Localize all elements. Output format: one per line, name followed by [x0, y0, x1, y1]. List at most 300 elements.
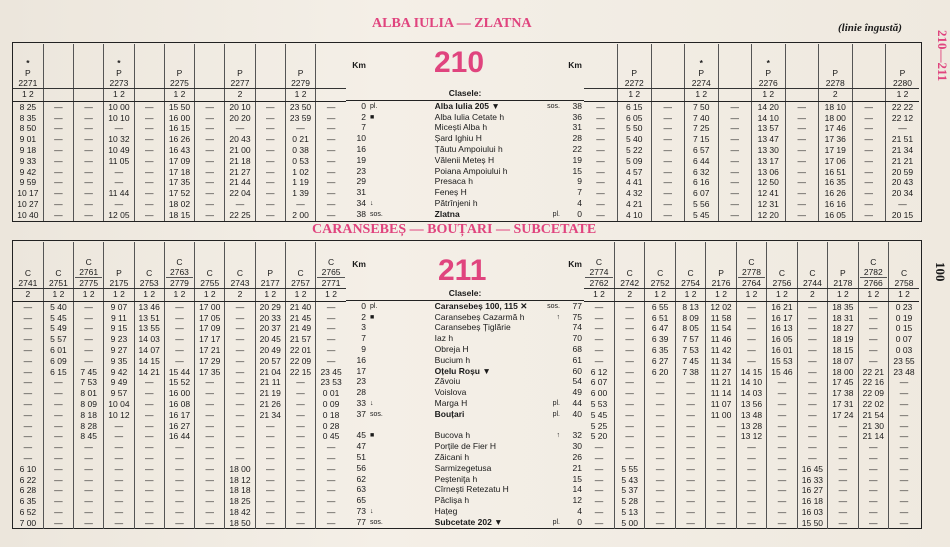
time-cell: —	[134, 496, 164, 507]
time-cell: 17 35	[195, 367, 225, 378]
line-note: (linie îngustă)	[838, 22, 902, 34]
time-cell: 8 13	[675, 302, 705, 313]
station-name: Feneș H	[434, 187, 467, 198]
time-cell: 11 42	[706, 345, 736, 356]
time-cell: —	[316, 302, 346, 313]
time-cell: —	[195, 486, 225, 497]
time-cell: —	[706, 518, 736, 529]
km-cell: 4	[577, 505, 582, 516]
time-cell: 23 45	[316, 367, 346, 378]
station-name: Cîrneşti Retezatu H	[434, 484, 509, 495]
km-cell: 7	[361, 333, 366, 344]
time-cell: 21 21	[886, 156, 920, 167]
time-cell: —	[858, 486, 888, 497]
time-cell: —	[614, 313, 644, 324]
time-cell: —	[74, 442, 104, 453]
time-cell: 20 20	[225, 113, 255, 124]
train-type: P	[840, 268, 846, 278]
time-cell: 23 55	[889, 356, 919, 367]
time-cell: —	[889, 410, 919, 421]
time-cell: 16 21	[767, 302, 797, 313]
time-cell: 16 17	[164, 410, 194, 421]
time-cell: 6 27	[645, 356, 675, 367]
time-cell: 9 15	[104, 324, 134, 335]
marker-cell	[368, 463, 433, 474]
time-cell: —	[225, 378, 255, 389]
time-cell: —	[74, 210, 104, 221]
station-name: Bouțari	[434, 408, 465, 419]
time-cell: —	[596, 112, 605, 123]
time-cell: 0 07	[889, 334, 919, 345]
km-cell: 14	[572, 484, 582, 495]
train-column-header	[74, 44, 104, 89]
time-cell: —	[74, 188, 104, 199]
station-name: Presaca h	[434, 176, 473, 187]
time-cell: —	[225, 432, 255, 443]
time-cell: 21 00	[225, 145, 255, 156]
time-cell: 23 53	[316, 378, 346, 389]
class-cell	[255, 89, 285, 102]
train-num: 2273	[109, 78, 129, 88]
train-column-header	[195, 44, 225, 89]
train-num: 2757	[291, 278, 310, 288]
time-cell: —	[134, 507, 164, 518]
time-cell: —	[74, 345, 104, 356]
time-cell: —	[225, 124, 255, 135]
train-column-header	[889, 242, 919, 289]
time-cell: 16 17	[767, 313, 797, 324]
time-cell: —	[594, 474, 604, 485]
time-cell: —	[675, 496, 705, 507]
time-cell: —	[767, 496, 797, 507]
train-num: 2271	[18, 78, 38, 88]
time-cell: —	[594, 344, 604, 355]
km-header: Km	[352, 259, 366, 270]
train-column-header	[852, 44, 886, 89]
time-cell: —	[736, 313, 766, 324]
station-name: Hațeg	[434, 505, 458, 516]
time-cell: —	[74, 302, 104, 313]
time-cell: 6 09	[43, 356, 73, 367]
train-column-header	[706, 242, 736, 289]
time-cell: —	[706, 507, 736, 518]
time-cell: 13 48	[736, 410, 766, 421]
time-cell: —	[651, 188, 685, 199]
time-cell: —	[164, 345, 194, 356]
time-cell: 21 57	[285, 334, 315, 345]
time-cell: —	[675, 464, 705, 475]
marker-cell: sos.	[370, 410, 383, 418]
time-cell: —	[134, 432, 164, 443]
marker-cell	[368, 495, 433, 506]
time-cell: —	[285, 442, 315, 453]
time-cell: —	[852, 134, 886, 145]
station-header-row	[346, 44, 584, 88]
time-cell: 18 50	[225, 518, 255, 529]
time-cell: —	[74, 156, 104, 167]
time-cell: —	[104, 475, 134, 486]
station-row	[346, 517, 584, 528]
time-cell: —	[594, 323, 604, 334]
time-cell: —	[651, 210, 685, 221]
train-type: C	[236, 268, 244, 278]
train-num: 2277	[230, 78, 250, 88]
time-cell: 8 25	[19, 101, 37, 112]
time-cell: 10 00	[104, 102, 134, 113]
time-cell: —	[852, 210, 886, 221]
station-name: Zăvoiu	[434, 376, 461, 387]
time-cell: 18 42	[225, 507, 255, 518]
time-cell: 15 44	[164, 367, 194, 378]
train-type: P	[116, 68, 122, 78]
train-column-header	[718, 44, 752, 89]
time-cell: —	[134, 145, 164, 156]
train-num: 2279	[291, 78, 310, 88]
class-cell: 1 2	[858, 289, 888, 302]
km-cell: 51	[356, 451, 366, 462]
class-cell: 1 2	[43, 289, 73, 302]
train-type: P	[698, 68, 705, 78]
train-column-header	[858, 242, 888, 289]
km-cell: 54	[572, 376, 582, 387]
time-cell: 1 39	[285, 188, 315, 199]
time-cell: —	[255, 210, 285, 221]
time-cell: 17 29	[195, 356, 225, 367]
train-num2: 2775	[75, 277, 102, 288]
station-name: Iaz h	[434, 333, 454, 344]
train-num2: 2764	[738, 277, 765, 288]
time-cell: —	[614, 432, 644, 443]
class-cell: 1 2	[164, 289, 194, 302]
time-cell: —	[104, 507, 134, 518]
train-column-header	[164, 44, 194, 89]
time-cell: —	[164, 464, 194, 475]
time-cell: —	[889, 421, 919, 432]
time-cell: —	[645, 496, 675, 507]
time-cell: —	[74, 453, 104, 464]
time-cell: 15 50	[797, 518, 827, 529]
train-type: C	[328, 257, 335, 267]
time-cell: 12 50	[752, 178, 786, 189]
time-cell: —	[614, 410, 644, 421]
time-cell: —	[23, 366, 33, 377]
time-cell: 4 10	[618, 210, 652, 221]
time-cell: 17 46	[819, 124, 853, 135]
direction-cell: sos.	[547, 102, 560, 110]
time-cell: 9 27	[104, 345, 134, 356]
km-cell: 56	[356, 462, 366, 473]
time-cell: —	[651, 178, 685, 189]
time-row	[13, 145, 346, 156]
train-column-header	[104, 44, 134, 89]
class-row	[584, 289, 919, 302]
time-row	[13, 464, 346, 475]
time-cell: —	[316, 356, 346, 367]
time-cell: —	[195, 199, 225, 210]
km-cell: 32	[572, 430, 582, 441]
station-name: Oțelu Roșu ▼	[434, 365, 491, 376]
time-cell: —	[736, 464, 766, 475]
train-num: 2743	[230, 278, 250, 288]
time-cell: 14 21	[134, 367, 164, 378]
time-cell: —	[828, 496, 858, 507]
time-cell: —	[316, 188, 346, 199]
station-row	[346, 495, 584, 506]
marker-cell	[368, 485, 433, 496]
time-cell: —	[134, 199, 164, 210]
time-cell: —	[594, 312, 604, 323]
time-cell: —	[858, 496, 888, 507]
direction-cell: pl.	[552, 518, 560, 526]
time-cell: —	[255, 167, 285, 178]
km-cell: 23	[356, 165, 366, 176]
time-cell: 0 15	[889, 324, 919, 335]
station-name: Vălenii Meteș H	[434, 154, 495, 165]
marker-cell	[368, 377, 433, 388]
time-cell: —	[285, 199, 315, 210]
km-cell: 33	[356, 397, 366, 408]
time-cell: 11 46	[706, 334, 736, 345]
time-cell: —	[285, 453, 315, 464]
time-cell: —	[736, 475, 766, 486]
station-row	[346, 441, 584, 452]
time-cell: 5 49	[43, 324, 73, 335]
station-name: Zăicani h	[434, 451, 470, 462]
time-cell: 7 45	[74, 367, 104, 378]
time-cell: —	[858, 507, 888, 518]
time-row	[13, 421, 346, 432]
time-cell: —	[596, 144, 605, 155]
time-row	[13, 442, 346, 453]
time-cell: 22 09	[285, 356, 315, 367]
marker-cell	[368, 344, 433, 355]
time-row	[13, 496, 346, 507]
time-cell: 17 19	[819, 145, 853, 156]
time-cell: —	[255, 453, 285, 464]
time-cell: —	[43, 134, 73, 145]
time-cell: —	[736, 442, 766, 453]
time-row	[13, 188, 346, 199]
km-header: Km	[568, 60, 582, 71]
time-cell: 5 45	[43, 313, 73, 324]
time-cell: —	[316, 475, 346, 486]
time-cell: —	[225, 334, 255, 345]
time-cell: 1 19	[285, 178, 315, 189]
time-cell: —	[225, 367, 255, 378]
time-cell: —	[43, 518, 73, 529]
time-cell: 4 57	[618, 167, 652, 178]
time-cell: —	[797, 421, 827, 432]
time-cell: —	[828, 421, 858, 432]
station-header-row	[346, 242, 584, 288]
time-cell: —	[645, 453, 675, 464]
station-name: Alba Iulia 205 ▼	[434, 100, 500, 111]
time-cell: 22 12	[886, 113, 920, 124]
direction-cell: ↑	[556, 313, 560, 321]
time-cell: 16 03	[797, 507, 827, 518]
direction-cell	[497, 387, 562, 398]
time-cell: 15 52	[164, 378, 194, 389]
km-cell: 34	[356, 197, 366, 208]
time-cell: 6 55	[645, 302, 675, 313]
time-cell: 16 00	[164, 113, 194, 124]
time-cell: —	[316, 199, 346, 210]
time-cell: —	[614, 367, 644, 378]
time-cell: —	[134, 167, 164, 178]
time-cell: 16 51	[819, 167, 853, 178]
time-cell: 14 10	[736, 378, 766, 389]
time-cell: —	[104, 124, 134, 135]
time-cell: —	[736, 486, 766, 497]
time-cell: 8 09	[675, 313, 705, 324]
time-cell: —	[43, 410, 73, 421]
time-row	[13, 199, 346, 210]
time-cell: —	[225, 453, 255, 464]
class-cell: 1 2	[618, 89, 652, 102]
time-cell: 16 26	[164, 134, 194, 145]
time-cell: —	[736, 453, 766, 464]
time-cell: —	[645, 421, 675, 432]
km-cell: 60	[572, 365, 582, 376]
time-cell: 20 49	[255, 345, 285, 356]
km-cell: 30	[572, 441, 582, 452]
time-cell: —	[785, 102, 819, 113]
train-type: P	[25, 68, 31, 78]
time-cell: —	[889, 453, 919, 464]
time-row	[584, 134, 919, 145]
marker-cell	[368, 187, 433, 198]
station-name: Alba Iulia Cetate h	[434, 111, 505, 122]
time-cell: —	[104, 464, 134, 475]
time-cell: 16 18	[797, 496, 827, 507]
km-cell	[562, 420, 584, 431]
train-header-row	[584, 44, 919, 89]
station-name: Bucium h	[434, 354, 471, 365]
time-cell: —	[23, 388, 33, 399]
time-cell: 16 13	[767, 324, 797, 335]
direction-cell: pl.	[552, 399, 560, 407]
time-cell: 17 38	[828, 388, 858, 399]
marker-cell	[368, 387, 433, 398]
time-cell: 5 00	[614, 518, 644, 529]
marker-cell: sos.	[370, 210, 383, 218]
time-cell: 21 04	[255, 367, 285, 378]
direction-cell	[497, 123, 562, 134]
km-cell: 19	[572, 154, 582, 165]
time-cell: —	[785, 113, 819, 124]
time-cell: 21 40	[285, 302, 315, 313]
time-cell: —	[706, 464, 736, 475]
time-cell: —	[852, 167, 886, 178]
time-cell: —	[718, 134, 752, 145]
time-cell: —	[74, 507, 104, 518]
time-cell: —	[195, 188, 225, 199]
time-cell: —	[195, 134, 225, 145]
train-column-header	[316, 44, 346, 89]
time-cell: —	[828, 442, 858, 453]
direction-cell	[497, 420, 562, 431]
class-cell: 1 2	[13, 89, 43, 102]
class-cell: 1 2	[104, 89, 134, 102]
time-cell: 9 42	[19, 166, 37, 177]
train-header-row	[13, 44, 346, 89]
time-cell: 17 31	[828, 399, 858, 410]
time-row	[13, 302, 346, 313]
time-cell: —	[225, 324, 255, 335]
time-cell: 21 34	[886, 145, 920, 156]
km-cell: 75	[572, 311, 582, 322]
time-cell: —	[736, 518, 766, 529]
train-column-header	[316, 242, 346, 289]
time-cell: 16 27	[797, 486, 827, 497]
time-cell: 22 02	[858, 399, 888, 410]
time-cell: 16 00	[164, 388, 194, 399]
time-cell: 13 06	[752, 167, 786, 178]
train-type: C	[595, 257, 603, 267]
station-name: Marga H	[434, 397, 468, 408]
train-num: 2176	[711, 278, 731, 288]
time-cell: —	[255, 432, 285, 443]
time-row	[13, 356, 346, 367]
time-cell: —	[316, 167, 346, 178]
time-cell: 16 43	[164, 145, 194, 156]
station-row	[346, 133, 584, 144]
direction-cell	[497, 166, 562, 177]
time-cell: —	[195, 210, 225, 221]
station-name: Voislova	[434, 387, 467, 398]
time-cell: 20 33	[255, 313, 285, 324]
station-row	[346, 323, 584, 334]
class-cell	[195, 89, 225, 102]
train-num: 2754	[681, 278, 701, 288]
time-cell: —	[614, 421, 644, 432]
time-cell: 6 22	[19, 474, 37, 485]
time-cell: —	[74, 464, 104, 475]
time-cell: —	[285, 378, 315, 389]
train-type: C	[870, 257, 877, 267]
time-cell: 10 27	[17, 198, 39, 209]
time-row	[13, 507, 346, 518]
class-cell	[74, 89, 104, 102]
time-cell: 0 38	[285, 145, 315, 156]
time-cell: —	[614, 324, 644, 335]
km-cell: 16	[356, 143, 366, 154]
time-cell: 6 47	[645, 324, 675, 335]
time-cell: —	[858, 334, 888, 345]
time-cell: —	[104, 421, 134, 432]
time-cell: —	[594, 334, 604, 345]
time-cell: —	[316, 124, 346, 135]
time-cell: —	[675, 486, 705, 497]
km-cell: 28	[356, 387, 366, 398]
time-cell: —	[706, 421, 736, 432]
time-cell: —	[43, 507, 73, 518]
time-cell: —	[889, 496, 919, 507]
station-row	[346, 387, 584, 398]
time-cell: —	[675, 388, 705, 399]
time-cell: —	[195, 399, 225, 410]
class-cell: 1 2	[255, 289, 285, 302]
time-cell: —	[74, 356, 104, 367]
station-row	[346, 420, 584, 431]
time-cell: 11 27	[706, 367, 736, 378]
time-cell: —	[195, 124, 225, 135]
time-cell: 9 42	[104, 367, 134, 378]
time-cell: —	[255, 421, 285, 432]
time-cell: 22 25	[225, 210, 255, 221]
time-cell: —	[718, 113, 752, 124]
time-cell: —	[74, 518, 104, 529]
